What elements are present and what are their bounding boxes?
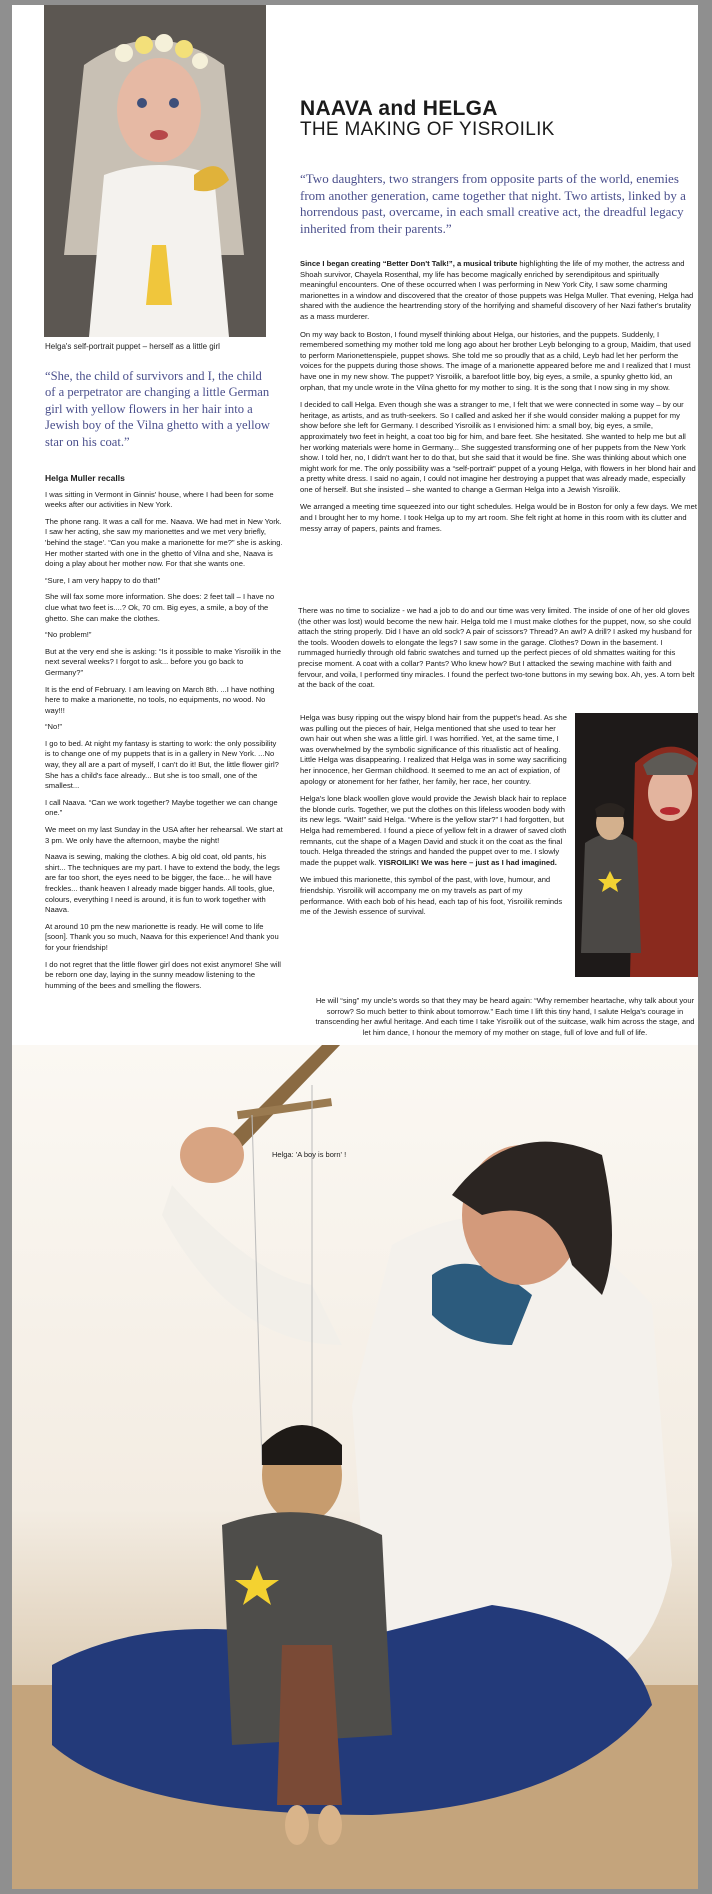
paragraph: There was no time to socialize - we had a job to do and our time was very limited. The inside of one of her old gloves (the other was lost) would become the new hair. Helga told me I must make clothes for the puppet, now, so she could attach the string properly. Did I have an old sock? A pair of scissors? Thread? An awl? A drill? I asked my husband for the tools. Wooden dowels to elongate the legs? I saw some in the garage. Clothes? Down in the basement. I rummaged hurriedly through old fabric swatches and turned up the perfect pieces of old shmattes waiting for this precise moment. A coat with a collar? Pants? Who knew how? But I attacked the sewing machine with faith and fervour, and voila, I performed tiny miracles. I found the perfect two-tone buttons in my sewing box. Ah, yes. A torn belt at the back of the coat. [298,606,695,690]
paragraph: I decided to call Helga. Even though she was a stranger to me, I felt that we were connected in some way – by our heritage, as artists, and as truth-seekers. So I called and asked her if she would consider making a puppet for my show before she left for Germany. I described Yisroilik as I envisioned him: a small boy, big eyes, a smile, approximately two feet in height, a coat too big for him, and bare feet. She hesitated. She wanted to help me but all her working materials were home in Germany... She suggested transforming one of her puppets from the New York show. I told her, no, I didn't want her to do that, but she said that it would be fine. She was thinking about which one might work for me. The only possibility was a “self-portrait” puppet of a young Helga, with flowers in her blond hair and a pretty white dress. I said no again, I could not imagine her destroying a puppet that was already made, especially one of herself. But she insisted – she wanted to change a German Helga into a Jewish Yisroilik. [300,400,696,494]
paragraph: We imbued this marionette, this symbol of the past, with love, humour, and friendship. Yisroilik will accompany me on my travels as part of my performance. With each bob of his head, each tap of his foot, Yisroilik reminds me of the Jewish essence of survival. [300,875,563,917]
helga-paragraph: “No problem!” [45,630,92,640]
right-column-closing [312,996,698,1045]
paragraph [300,794,568,868]
puppet-girl-illustration [44,5,266,337]
helga-paragraph: But at the very end she is asking: “Is it possible to make Yisroilik in the next several weeks? I forgot to ask... before you go back to Germany?” [45,646,281,677]
photo-top-caption: Helga's self-portrait puppet – herself as a little girl [45,342,220,351]
helga-paragraph: I do not regret that the little flower girl does not exist anymore! She will be reborn one day, laying in the sunny meadow listening to the humming of the bees and smelling the flowers. [45,959,281,990]
bold-text: YISROILIK! We was here – just as I had imagined. [378,857,557,867]
helga-paragraph: “Sure, I am very happy to do that!” [45,575,161,585]
paragraph: We arranged a meeting time squeezed into our tight schedules. Helga would be in Boston for only a few days. We met and I brought her to my home. I took Helga up to my art room. She felt right at home in this room with its clutter and messy array of papers, paints and frames. [300,502,697,533]
paragraph-text: highlighting the life of my mother, the actress and Shoah survivor, Chayela Rosenthal, my life has become magically enriched by serendipitous and spiritually meaningful encounters. One of these occurred when I was performing in New York City, I saw some charming marionettes in a window and discovered that the creator of those puppets was Helga Muller. That evening, Helga had shared with the audience the heartrending story of the horrifying and shameful discovery of her Nazi father's brutality as a mass murderer. [300,259,694,321]
paragraph-text: Helga's lone black woollen glove would provide the Jewish black hair to replace the blonde curls. Together, we put the clothes on this lifeless wooden body with its new legs. “Wait!” said Helga. “Where is the yellow star?” I had forgotten, but Helga had remembered. I found a piece of yellow felt in a drawer of saved cloth remnants, cut the shape of a Magen David and stuck it on the coat as the final touch. Helga threaded the strings and handed the puppet over to me. I slowly made the puppet walk. [300,794,567,867]
helga-paragraph: Naava is sewing, making the clothes. A big old coat, old pants, his shirt... The techniques are my part. I have to extend the body, the legs are far too short, the eyes need to be bigger, the face... he will have freckles... thank heaven I already made bigger hands. All tools, glue, colours, everything I need is around, it is fun to work together with Naava. [45,852,280,915]
paragraph [300,259,698,323]
helga-paragraph: We meet on my last Sunday in the USA after her rehearsal. We start at 3 pm. We only have the afternoon, maybe the night! [45,825,283,845]
paragraph: He will “sing” my uncle's words so that they may be heard again: “Why remember heartache, why talk about your sorrow? So much better to think about tomorrow.” Each time I lift this tiny hand, I salute Helga's courage in transcending her awful heritage. And each time I take Yisroilik out of the suitcase, walk him across the stage, and let him dance, I honour the memory of my mother on stage, full of love and full of life. [315,996,695,1037]
right-column-upper [300,259,698,541]
page-title: NAAVA and HELGA [300,97,498,120]
helga-with-marionette-photo [12,1045,698,1889]
paragraph: Helga was busy ripping out the wispy blond hair from the puppet's head. As she was pulling out the pieces of hair, Helga mentioned that she used to tear her own hair out when she was a little girl. I was horrified. Yet, at the same time, I was overwhelmed by the symbolic significance of this ritualistic act of healing. Little Helga was disappearing. I realized that Helga was in some way sacrificing her innocence, her German childhood. It seemed to me an act of expiation, of apology or atonement for her father, her family, her race, her country. [300,713,567,786]
helga-paragraph: I was sitting in Vermont in Ginnis' house, where I had been for some weeks after our activities in New York. [45,489,274,510]
left-pull-quote: “She, the child of survivors and I, the child of a perpetrator are changing a little German girl with yellow flowers in her hair into a Jewish boy of the Vilna ghetto with a yellow star on his coat.” [45,369,270,449]
helga-paragraph: The phone rang. It was a call for me. Naava. We had met in New York. I saw her acting, she saw my marionettes and we met very briefly, 'behind the stage'. “Can you make a marionette for me?” she is asking. Her mother started with one in the ghetto of Vilna and she, Naava is doing a play about her mother now. For that she wants one. [45,516,283,569]
helga-with-marionette-illustration [12,1045,698,1889]
lead-text: Since I began creating “Better Don't Talk!”, a musical tribute [300,259,518,268]
naava-with-puppet-illustration [575,713,698,977]
helga-paragraph: She will fax some more information. She does: 2 feet tall – I have no clue what two feet is....? Ok, 70 cm. Big eyes, a smile, a boy of the ghetto. She can make the clothes. [45,592,275,623]
helga-paragraph: I go to bed. At night my fantasy is starting to work: the only possibility is to change one of my puppets that is in a gallery in New York. ...No way, they all are a part of myself, I can't do it! But, the little flower girl? She has a child's face already... But she is too small, one of the smallest... [45,738,279,791]
puppet-girl-photo [44,5,266,337]
helga-paragraph: It is the end of February. I am leaving on March 8th. ...I have nothing here to make a marionette, no tools, no equipments, no wood. No way!!! [45,684,275,715]
document-page [12,5,698,1889]
bottom-photo-caption: Helga: 'A boy is born' ! [272,1150,347,1159]
naava-with-puppet-photo [575,713,698,977]
helga-heading: Helga Muller recalls [45,473,125,483]
helga-paragraph: I call Naava. “Can we work together? Maybe together we can change one.” [45,797,278,818]
right-column-wide [298,606,698,698]
right-column-narrow [300,713,568,925]
helga-paragraph: At around 10 pm the new marionette is ready. He will come to life [soon]. Thank you so much, Naava for this experience! And thank you for your friendship! [45,921,279,952]
helga-recalls-column [45,473,283,997]
helga-paragraph: “No!” [45,722,62,732]
right-pull-quote: “Two daughters, two strangers from opposite parts of the world, enemies from another generation, came together that night. Two artists, linked by a horrendous past, overcame, in each small creative act, the dreadful legacy inherited from their parents.” [300,171,686,236]
page-subtitle: THE MAKING OF YISROILIK [300,119,555,140]
paragraph: On my way back to Boston, I found myself thinking about Helga, our histories, and the puppets. Suddenly, I remembered something my mother told me long ago about her brother Leyb belonging to a group, Maidim, that used to perform Marionettenspiele, puppet shows. She told me so proudly that as a child, Leyb had let her perform the voices for the puppets during those shows. The image of a marionette appeared before me and I realized that I must have one in my new show. The puppet? Yisroilik, a barefoot little boy, big eyes, a smile, a spunky ghetto kid, an orphan, that my uncle wrote in the Vilna ghetto for my mother to sing. It is the song that I now sing in my show. [300,329,691,392]
